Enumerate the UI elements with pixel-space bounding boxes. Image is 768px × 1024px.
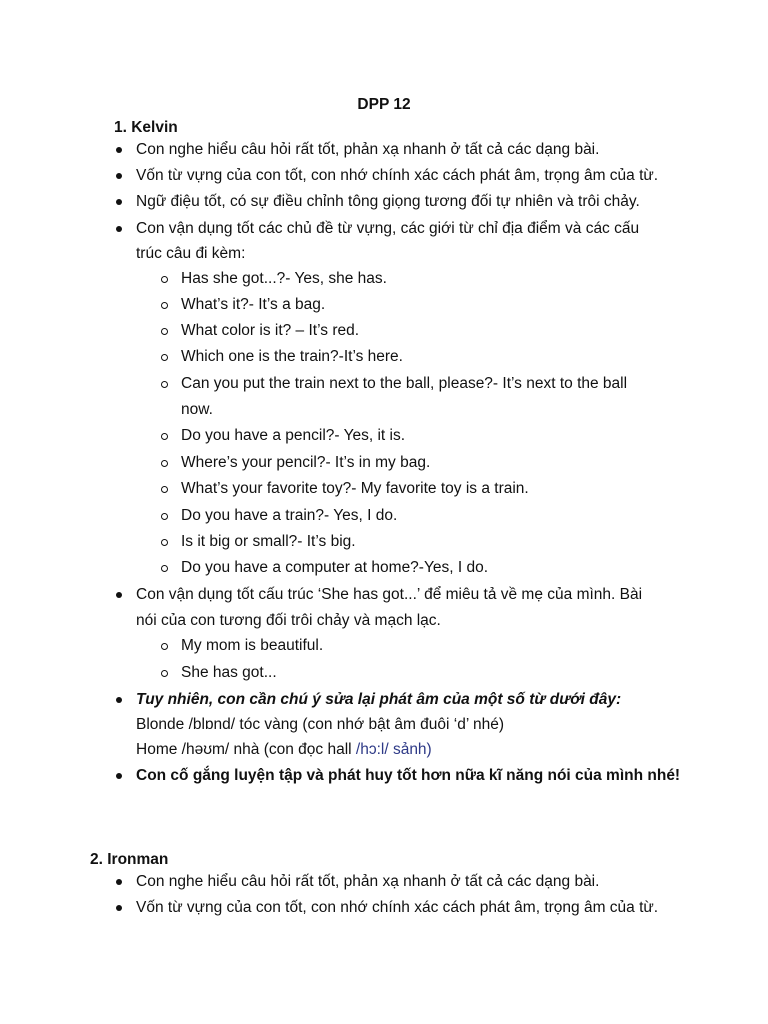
sub-bullet-marker [161,354,168,361]
sub-item: Do you have a train?- Yes, I do. [181,507,398,524]
bullet-text-continued: trúc câu đi kèm: [136,245,246,262]
pronunciation-word-blonde: Blonde /blɒnd/ tóc vàng (con nhớ bật âm đuôi ‘d’ nhé) [136,716,505,733]
sub-bullet-marker [161,486,168,493]
sub-item: She has got... [181,664,277,681]
sub-bullet-marker [161,670,168,677]
sub-item: What’s your favorite toy?- My favorite toy is a train. [181,480,529,497]
sub-bullet-marker [161,302,168,309]
sub-bullet-marker [161,513,168,520]
sub-bullet-marker [161,460,168,467]
sub-bullet-marker [161,539,168,546]
sub-bullet-marker [161,276,168,283]
pronunciation-hall-text: /hɔ:l/ sảnh) [355,741,432,758]
sub-item: Is it big or small?- It’s big. [181,533,356,550]
document-title: DPP 12 [357,96,411,113]
section-heading-ironman: 2. Ironman [90,851,169,868]
bullet-marker [116,592,122,598]
bullet-text: Con nghe hiểu câu hỏi rất tốt, phản xạ nhanh ở tất cả các dạng bài. [136,873,600,890]
bullet-text: Con nghe hiểu câu hỏi rất tốt, phản xạ nhanh ở tất cả các dạng bài. [136,141,600,158]
pronunciation-word-home [136,740,432,760]
sub-item: Do you have a pencil?- Yes, it is. [181,427,406,444]
bullet-text: Con vận dụng tốt cấu trúc ‘She has got...’ để miêu tả về mẹ của mình. Bài [136,586,643,603]
sub-item: My mom is beautiful. [181,637,324,654]
bullet-marker [116,173,122,179]
sub-item: What color is it? – It’s red. [181,322,360,339]
closing-encouragement: Con cố gắng luyện tập và phát huy tốt hơn nữa kĩ năng nói của mình nhé! [136,767,681,784]
bullet-marker [116,147,122,153]
bullet-text: Con vận dụng tốt các chủ đề từ vựng, các giới từ chỉ địa điểm và các cấu [136,220,640,237]
sub-bullet-marker [161,433,168,440]
sub-bullet-marker [161,643,168,650]
sub-item: Has she got...?- Yes, she has. [181,270,387,287]
bullet-marker [116,905,122,911]
sub-item: Can you put the train next to the ball, please?- It’s next to the ball [181,375,628,392]
bullet-marker [116,199,122,205]
sub-item: Which one is the train?-It’s here. [181,348,403,365]
sub-item-continued: now. [181,401,213,418]
bullet-text: Vốn từ vựng của con tốt, con nhớ chính xác cách phát âm, trọng âm của từ. [136,899,659,916]
sub-bullet-marker [161,328,168,335]
bullet-marker [116,226,122,232]
sub-bullet-marker [161,565,168,572]
sub-item: What’s it?- It’s a bag. [181,296,326,313]
bullet-marker [116,697,122,703]
bullet-marker [116,879,122,885]
pronunciation-home-text: Home /həʊm/ nhà (con đọc hall [136,741,356,758]
bullet-marker [116,773,122,779]
bullet-text: Vốn từ vựng của con tốt, con nhớ chính xác cách phát âm, trọng âm của từ. [136,167,659,184]
sub-bullet-marker [161,381,168,388]
sub-item: Do you have a computer at home?-Yes, I do. [181,559,489,576]
pronunciation-note: Tuy nhiên, con cần chú ý sửa lại phát âm của một số từ dưới đây: [136,691,622,708]
sub-item: Where’s your pencil?- It’s in my bag. [181,454,431,471]
section-heading-kelvin: 1. Kelvin [114,119,178,136]
bullet-text-continued: nói của con tương đối trôi chảy và mạch lạc. [136,612,441,629]
bullet-text: Ngữ điệu tốt, có sự điều chỉnh tông giọng tương đối tự nhiên và trôi chảy. [136,193,640,210]
